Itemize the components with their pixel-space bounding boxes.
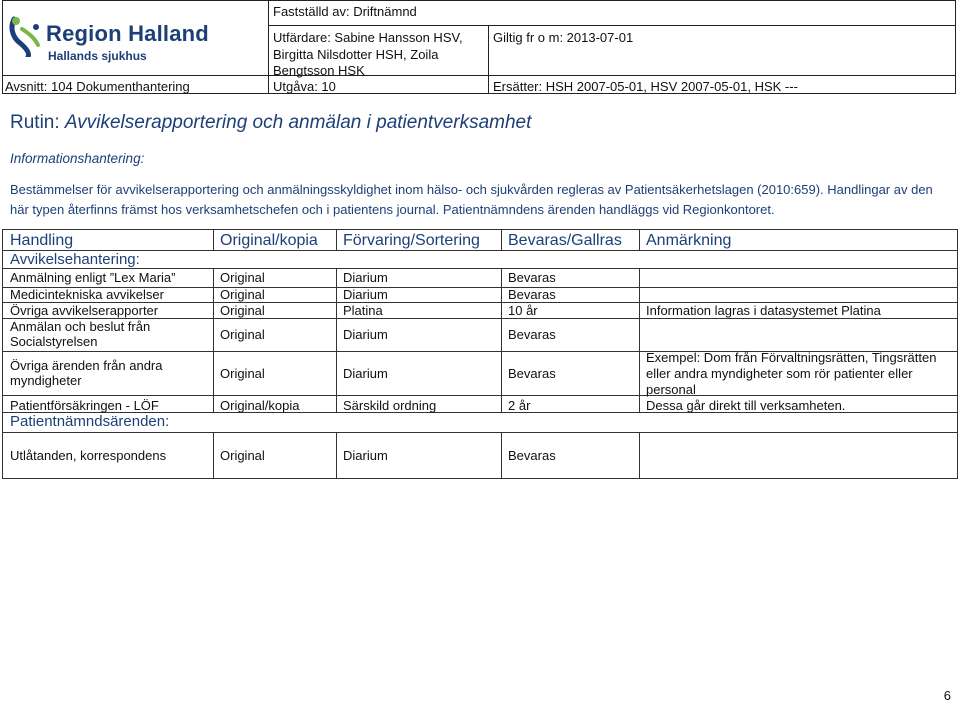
giltig-text: Giltig fr o m: 2013-07-01 (493, 30, 634, 45)
table-cell: Bevaras (508, 287, 556, 302)
table-cell: Original (220, 327, 265, 342)
section-patientnamndsarenden: Patientnämndsärenden: (10, 413, 170, 430)
section-avvikelsehantering: Avvikelsehantering: (10, 251, 140, 268)
table-cell: Original (220, 287, 265, 302)
table-cell: Exempel: Dom från Förvaltningsrätten, Tingsrätten eller andra myndigheter som rör patienter eller personal (646, 350, 937, 397)
col-header-original-kopia: Original/kopia (220, 232, 318, 249)
col-header-handling: Handling (10, 232, 74, 249)
table-cell: Anmälan och beslut från Socialstyrelsen (10, 319, 151, 349)
title-text: Avvikelserapportering och anmälan i patientverksamhet (64, 112, 532, 133)
table-cell: Medicintekniska avvikelser (10, 287, 164, 302)
table-vline (501, 229, 502, 250)
table-cell: Bevaras (508, 327, 556, 342)
header-border-left (2, 0, 3, 94)
utgava-text: Utgåva: 10 (273, 79, 336, 94)
region-halland-logo (8, 15, 268, 75)
col-header-bevaras-gallras: Bevaras/Gallras (508, 232, 622, 249)
header-border-right (955, 0, 956, 94)
table-vline (2, 229, 3, 479)
col-header-forvaring: Förvaring/Sortering (343, 232, 480, 249)
table-vline (501, 432, 502, 479)
faststalld-text: Fastställd av: Driftnämnd (273, 4, 417, 19)
table-cell: 2 år (508, 398, 531, 413)
title-prefix: Rutin: (10, 112, 65, 133)
utfardare-line-2: Birgitta Nilsdotter HSH, Zoila (273, 47, 439, 62)
table-vline (213, 268, 214, 412)
table-cell: Anmälning enligt ”Lex Maria” (10, 270, 176, 285)
table-cell: Original (220, 303, 265, 318)
table-vline (336, 268, 337, 412)
intro-paragraph: Bestämmelser för avvikelserapportering och anmälningsskyldighet inom hälso- och sjukvården regleras av Patientsäkerhetslagen (2010:659). Handlingar av den här typen återfinns främst hos verksamhetschefen och i patientens journal. Patientnämndens ärenden handläggs vid Regionkontoret. (10, 182, 933, 217)
table-cell: Särskild ordning (343, 398, 437, 413)
info-heading: Informationshantering: (10, 151, 145, 166)
document-title (10, 112, 531, 134)
avsnitt-text: Avsnitt: 104 Dokumenthantering (5, 79, 190, 94)
logo-title: Region Halland (46, 21, 209, 46)
table-hline (2, 250, 958, 251)
table-cell: Original (220, 366, 265, 381)
document-header (2, 0, 956, 94)
header-inner-divider (268, 25, 956, 26)
table-cell: Original/kopia (220, 398, 300, 413)
table-cell: Original (220, 270, 265, 285)
ersatter-text: Ersätter: HSH 2007-05-01, HSV 2007-05-01, HSK --- (493, 79, 798, 94)
table-cell: Diarium (343, 270, 388, 285)
table-cell: Övriga avvikelserapporter (10, 303, 159, 318)
table-hline (2, 478, 958, 479)
table-cell: Diarium (343, 448, 388, 463)
table-hline (2, 229, 958, 230)
table-vline (957, 229, 958, 479)
records-table (2, 229, 958, 479)
table-vline (336, 229, 337, 250)
logo-mark-icon (8, 15, 42, 57)
header-col-divider-2 (488, 25, 489, 94)
table-cell: Bevaras (508, 448, 556, 463)
table-cell: Patientförsäkringen - LÖF (10, 398, 159, 413)
table-cell: Bevaras (508, 270, 556, 285)
logo-subtitle: Hallands sjukhus (48, 49, 147, 63)
table-vline (501, 268, 502, 412)
table-vline (336, 432, 337, 479)
col-header-anmarkning: Anmärkning (646, 232, 732, 249)
table-vline (213, 229, 214, 250)
header-divider (2, 75, 956, 76)
table-vline (639, 229, 640, 250)
table-cell: Platina (343, 303, 383, 318)
table-cell: Bevaras (508, 366, 556, 381)
page-number: 6 (943, 688, 951, 703)
table-vline (213, 432, 214, 479)
table-cell: Diarium (343, 287, 388, 302)
table-cell: Utlåtanden, korrespondens (10, 448, 167, 463)
utfardare-line-3: Bengtsson HSK (273, 63, 365, 78)
table-vline (639, 432, 640, 479)
table-cell: Information lagras i datasystemet Platina (646, 303, 881, 318)
header-border-top (2, 0, 956, 1)
table-cell: 10 år (508, 303, 538, 318)
table-cell: Original (220, 448, 265, 463)
table-cell: Dessa går direkt till verksamheten. (646, 398, 846, 413)
header-col-divider-1 (268, 0, 269, 94)
table-hline (2, 268, 958, 269)
table-hline (2, 432, 958, 433)
table-cell: Diarium (343, 366, 388, 381)
utfardare-line-1: Utfärdare: Sabine Hansson HSV, (273, 30, 463, 45)
table-cell: Diarium (343, 327, 388, 342)
table-cell: Övriga ärenden från andra myndigheter (10, 358, 163, 388)
table-vline (639, 268, 640, 412)
